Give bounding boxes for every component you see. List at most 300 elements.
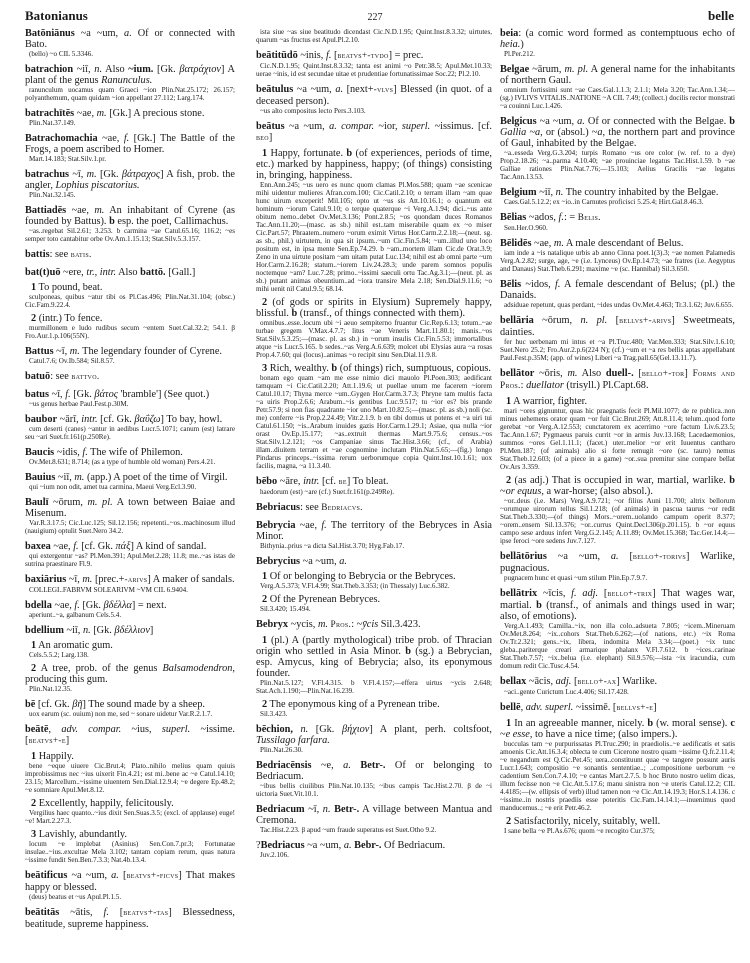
citation: omnibus..esse..locum ubi ~i aeuo sempiterno fruantur Cic.Rep.6.13; totum..~ae turbae gregem V.Max.4.7.7; litus ~ae Veneris Mart.11.80.1; manis..~os Stat.Silv.5.3.25;—(masc. pl. as sb.) in ~orum insulis Cic.Fin.5.53; immortalibus atque ~is Lucr.5.165. b sedes..~as Verg.A.6.639; molcet ubi Elysias aura ~a rosas Prop.4.7.60; qui (locus)..animas ~o recipit sinu Sen.Dial.11.9.8. [256, 319, 492, 359]
citation: Cic.N.D.1.95; Quint.Inst.8.3.32; tanta est animi ~o Petr.38.5; Apul.Met.10.33; uerae ~inis, id est secundae uitae et prudentiae fortunatissimae Soc.22; Pl.2.10. [256, 62, 492, 78]
italic-text: superl. [161, 724, 191, 735]
citation: ~aci..gente Curictum Luc.4.406; Sil.17.428. [504, 688, 629, 696]
headword-bold-text: Bebr-. [354, 840, 382, 851]
text: ] = prec. [388, 50, 424, 61]
italic-text: a. [124, 28, 132, 39]
citation: Mart.14.183; Stat.Silv.1.pr. [29, 155, 106, 163]
headword-bold-text: beātitūdō [256, 50, 298, 61]
text: ~ācis, [526, 676, 556, 687]
italic-text: a. compar. [329, 121, 375, 132]
text: [prec.+ [92, 574, 125, 585]
citation: Bithynia..prius ~a dicta Sal.Hist.3.70; Hyg.Fab.17. [260, 542, 405, 550]
text: ~a ~um, [293, 84, 336, 95]
text: The legendary founder of Cyrene. [79, 346, 222, 357]
sense-definition [256, 148, 492, 181]
headword-bold-text: beātus [256, 121, 285, 132]
dictionary-entry [500, 551, 735, 574]
running-head-last-word: belle [708, 8, 734, 23]
sense-definition [25, 798, 235, 809]
headword-bold-text: 2 [31, 313, 37, 324]
dictionary-entry [25, 267, 235, 278]
text: ~ī, [304, 804, 323, 815]
headword-bold-text: Bedriacus [260, 840, 305, 851]
text: (of experiences, periods of time, etc.) marked by happiness, happy; (of things) consisting in, bringing, happiness. [256, 148, 492, 181]
dictionary-entry [256, 121, 492, 144]
dictionary-column-3 [500, 28, 735, 835]
headword-bold-text: bdella [25, 600, 52, 611]
citation: ~us alto compositus lecto Pers.3.103. [260, 107, 366, 115]
citation: (deus) beatus et ~us Apul.Pl.1.5. [29, 893, 122, 901]
dictionary-entry [256, 84, 492, 107]
dictionary-entry [500, 212, 735, 224]
citation: iam inde a ~is natalique urbis ab anno Cinna poet.1(3).3; ~ae nomen Palamedis Verg.A.2.82; surge, age, ~e (i.e. Lynceus) Ov.Ep.14.73; ~ae fratres (i.e. Aegyptus and Danaus) Stat.Theb.6.291; maxime ~e (sc. Hannibal) Sil.3.650. [500, 249, 735, 273]
citation: ~ibus bellis ciuilibus Plin.Nat.10.135; ~ibus campis Tac.Hist.2.70. β de ~i uictoria Suet.Vit.10.1. [256, 782, 492, 798]
headword-bold-text: 1 [262, 148, 268, 159]
citation: qui ~ium non odit, amet tua carmina, Maeui Verg.Ecl.3.90. [29, 483, 197, 491]
dictionary-entry [25, 169, 235, 191]
text: A tree, prob. of the genus [36, 663, 163, 674]
italic-text: m. [94, 205, 105, 216]
headword-bold-text: b [729, 116, 735, 127]
text: [cf. Gk. [78, 541, 116, 552]
headword-bold-text: bellātrix [500, 588, 538, 599]
dictionary-entry [500, 588, 735, 622]
text: ~ārum, [529, 64, 565, 75]
italic-text: m. [69, 346, 80, 357]
dictionary-entry [25, 497, 235, 519]
page-number: 227 [367, 12, 383, 23]
text: Sil.3.423. [378, 619, 421, 630]
citation: ~or..deus (i.e. Mars) Verg.A.9.721; ~or filius Auni 11.700; altrix bellorum ~orumque uirorum tellus Sil.1.218; (of animals) in pascua taurus ~or redit Stat.Theb.3.330;—(of things) Mors..~orem..uolando campum operit 8.377; ~orem..ensem Sil.13.376; ~or..currus Quint.Decl.306(p.201.15). b ~or equus campo sese arduus infert Verg.G.2.145; A.11.89; Ov.Met.15.368; Tac.Ger.14.4;—ipse feroci ~ore sedens Juv.7.127. [500, 497, 735, 545]
citation: Pl.Per.212. [504, 50, 535, 58]
text: The wife of Philemon. [87, 447, 183, 458]
headword-bold-text: Bebrycius [256, 556, 301, 567]
text: ] Warlike. [616, 676, 658, 687]
italic-text: adj. [555, 676, 572, 687]
text: (sg.) a Bebrycian, esp. Amycus, king of Bebrycia; also, its eponymous founder. [256, 646, 492, 679]
text: [Gk. [79, 600, 104, 611]
headword-bold-text: bellāria [500, 315, 534, 326]
sense-definition [25, 663, 235, 685]
citation: Verg.A.5.373; V.Fl.4.99; Stat.Theb.3.353; (in Thessaly) Luc.6.382. [260, 582, 450, 590]
text: ~ae, [51, 600, 75, 611]
headword-bold-text: Belgae [500, 64, 530, 75]
dictionary-column-1 [25, 28, 235, 930]
headword-bold-text: batrachītēs [25, 108, 75, 119]
dictionary-entry [256, 556, 492, 567]
headword-bold-text: beātificus [25, 870, 68, 881]
text [351, 760, 360, 771]
citation: bene ~eque uiuere Cic.Brut.4; Plato..nihilo melius quam quiuis improbissimus nec ~ius uixerit Fin.4.21; est mi..bene ac ~e Catul.14.10; 23.15; Marcellum..~issime uiuentem Sen.Dial.12.9.4; ~e degere Ep.48.2; ~e somniare Apul.Met.8.12. [25, 762, 235, 794]
text: : = [563, 212, 578, 223]
text: ~īcis, [537, 588, 572, 599]
headword-bold-text: battō. [140, 267, 166, 278]
dictionary-entry [25, 133, 235, 155]
citation: Plin.Nat.5.127; V.Fl.4.315. b V.Fl.4.157;—effera uirtus ~ycis 2.648; Stat.Ach.1.190;—Plin.Nat.16.239. [256, 679, 492, 695]
dictionary-entry [25, 414, 235, 425]
dictionary-entry [25, 574, 235, 586]
headword-bold-text: 1 [31, 282, 37, 293]
text: ] [268, 132, 273, 143]
headword-bold-text: Belgicus [500, 116, 537, 127]
text: ] [653, 702, 657, 713]
text: ] To bleat. [346, 476, 389, 487]
text: (trisyll.) Pl.Capt.68. [563, 380, 649, 391]
text: ~a ~um, [536, 116, 578, 127]
text: ] A kind of sandal. [130, 541, 207, 552]
italic-text: Tussilago farfara. [256, 735, 330, 746]
dictionary-entry [256, 619, 492, 631]
text: ~iī, [55, 472, 75, 483]
text: Satisfactorily, nicely, suitably, well. [511, 816, 661, 827]
headword-bold-text: Baucis [25, 447, 55, 458]
text: [ [331, 50, 338, 61]
headword-bold-text: bellātōrius [500, 551, 547, 562]
italic-text: f. [65, 389, 71, 400]
citation: (bello) ~o CIL 5.3346. [29, 50, 94, 58]
italic-text: f. [103, 907, 109, 918]
headword-bold-text: b [109, 216, 115, 227]
citation: uox earum (sc. ouium) non me, sed ~ sonare uidetur Var.R.2.1.7. [29, 710, 213, 718]
dictionary-entry [25, 108, 235, 119]
text: esp. the poet, Callimachus. [114, 216, 229, 227]
dictionary-entry [500, 64, 735, 86]
text: Of or connected with Bato. [25, 28, 235, 50]
text: Of or belonging to Bedriacum. [256, 760, 492, 782]
small-caps-text: batis. [70, 250, 92, 260]
italic-text: βῆ [72, 699, 83, 710]
text: In an agreeable manner, nicely. [511, 718, 648, 729]
text: [cf. Gk. [97, 414, 135, 425]
headword-bold-text: 1 [31, 640, 37, 651]
citation: ista siue ~as siue beatitudo dicendast Cic.N.D.1.95; Quint.Inst.8.3.32; uirtutes, quarum ~as fructus est Apul.Pl.2.10. [256, 28, 492, 44]
dictionary-entry [25, 205, 235, 227]
italic-text: superl. [401, 121, 431, 132]
italic-text: duellator [526, 380, 564, 391]
text: , a war-horse; (also absol.). [541, 486, 653, 497]
headword-bold-text: ~ium. [128, 64, 154, 75]
citation: Vergilius haec quanto..~ius dixit Sen.Suas.3.5; (excl. of applause) euge! ~e! Mart.2.27.3. [25, 809, 235, 825]
text: An aromatic gum. [36, 640, 113, 651]
text: ~ātis, [59, 907, 104, 918]
text: ~iī, [536, 187, 556, 198]
headword-bold-text: b [405, 646, 411, 657]
text: ~ī, [69, 169, 87, 180]
italic-text: f. [321, 520, 327, 531]
citation: sculponeas, quibus ~atur tibi os Pl.Cas.496; Plin.Nat.31.104; (obsc.) Cic.Fam.9.22.4. [25, 293, 235, 309]
citation: Catul.7.6; Ov.Ib.584; Sil.8.57. [29, 357, 115, 365]
text: ] A maker of sandals. [147, 574, 235, 585]
citation: Plin.Nat.26.30. [260, 746, 303, 754]
text: 'bramble'] (See quot.) [117, 389, 210, 400]
dictionary-entry [500, 187, 735, 198]
headword-bold-text: 2 [262, 297, 268, 308]
italic-text: m. [553, 238, 564, 249]
text: ~ius, [121, 724, 162, 735]
text: ~idos, [521, 279, 555, 290]
italic-text: n. [322, 804, 331, 815]
text: : [520, 380, 527, 391]
dictionary-entry [500, 238, 735, 249]
text: [Gk. [308, 724, 342, 735]
citation: Ov.Met.8.631; 8.714; (as a type of humble old woman) Pers.4.21. [29, 458, 216, 466]
small-caps-text: beatvs+-tvdo [337, 51, 389, 61]
headword-bold-text: 3 [31, 829, 37, 840]
dictionary-entry [25, 907, 235, 930]
small-caps-text: beatvs+-e [28, 736, 66, 746]
dictionary-entry [256, 502, 492, 514]
sense-definition [500, 475, 735, 497]
headword-bold-text: Bedriacēnsis [256, 760, 312, 771]
small-caps-text: beatvs+-tas [123, 908, 169, 918]
dictionary-entry [500, 702, 735, 714]
dictionary-entry [25, 724, 235, 747]
dictionary-entry [500, 116, 735, 149]
text: An inhabitant of Cyrene (as founded by Battus). [25, 205, 235, 227]
italic-text: f. [73, 541, 79, 552]
text: ] A fish, prob. the angler, [25, 169, 235, 191]
dictionary-entry [256, 50, 492, 62]
citation: Tac.Hist.2.23. β apud ~um fraude superatus est Suet.Otho 9.2. [260, 826, 437, 834]
small-caps-text: battvo. [71, 372, 100, 382]
italic-text: m. pl. [87, 497, 113, 508]
italic-text: Lophius piscatorius. [55, 180, 140, 191]
small-caps-text: Bedriacvs. [321, 503, 363, 513]
headword-bold-text: Betr-. [334, 804, 360, 815]
text: (of gods or spirits in Elysium) Supremely happy, blissful. [256, 297, 492, 319]
text: ~e, [311, 760, 344, 771]
italic-text: βάτος [94, 389, 118, 400]
text: ] Blessedness, beatitude, supreme happiness. [25, 907, 236, 930]
italic-text: a. [577, 116, 585, 127]
italic-text: f. [123, 133, 130, 144]
small-caps-text: bellvs+-arivs [619, 316, 672, 326]
italic-text: n. [555, 187, 564, 198]
text: ~issimē. [ [573, 702, 617, 713]
text: [Gk.] A precious stone. [106, 108, 205, 119]
dictionary-entry [256, 840, 492, 851]
italic-text: Gallia ~a [500, 127, 541, 138]
headword-bold-text: 2 [31, 798, 37, 809]
sense-definition [256, 363, 492, 374]
text: Of Bedriacum. [381, 840, 446, 851]
headword-bold-text: 1 [506, 718, 512, 729]
text: The eponymous king of a Pyrenean tribe. [267, 699, 440, 710]
text: [Gall.] [165, 267, 196, 278]
text: , or (absol.) ~ [540, 127, 598, 138]
headword-bold-text: batrachus [25, 169, 70, 180]
dictionary-entry [500, 279, 735, 301]
text: ) [520, 39, 524, 50]
text: [next+ [343, 84, 374, 95]
headword-bold-text: baubor [25, 414, 58, 425]
text: ~ae, [295, 520, 322, 531]
headword-bold-text: b [647, 718, 654, 729]
text: ~iī, [73, 64, 95, 75]
italic-text: m. [82, 574, 93, 585]
italic-text: f. [325, 50, 332, 61]
sense-definition [500, 396, 735, 407]
text: ~ī, [53, 346, 70, 357]
headword-bold-text: bēchion, [256, 724, 293, 735]
dictionary-entry [500, 315, 735, 338]
italic-text: a. [610, 551, 619, 562]
sense-definition [25, 640, 235, 651]
dictionary-entry [256, 804, 492, 826]
headword-bold-text: c [730, 718, 735, 729]
dictionary-entry [25, 472, 235, 483]
citation: cum deserti (canes) ~antur in aedibus Lucr.5.1071; canum (est) latrare seu ~ari Suet.fr.161(p.250Re). [25, 425, 235, 441]
headword-bold-text: batuō [25, 371, 51, 382]
headword-bold-text: beia [500, 28, 519, 39]
text: , to have a nice time; (also impers.). [529, 729, 678, 740]
italic-text: f. [74, 600, 80, 611]
headword-bold-text: Baulī [25, 497, 49, 508]
text: : (a comic word formed as contemptuous echo of [518, 28, 735, 39]
headword-bold-text: bat(t)uō [25, 267, 61, 278]
headword-bold-text: Battiadēs [25, 205, 67, 216]
text: ~ere, [60, 267, 87, 278]
citation: Var.R.3.17.5; Cic.Luc.125; Sil.12.156; repetenti..~os..machinosum illud (nauigium) optulit Suet.Nero 34.2. [25, 519, 235, 535]
italic-text: a [597, 127, 603, 138]
headword-bold-text: duell-. [605, 368, 634, 379]
citation: I sane bella ~e Pl.As.676; quom ~e recogito Cur.375; [504, 827, 655, 835]
text: : see [49, 249, 71, 260]
text: ~a ~um, [304, 840, 344, 851]
citation: ~as..regebat Sil.2.61; 3.253. b carmina ~ae Catul.65.16; 116.2; ~es semper toto cantabitur orbe Ov.Am.1.15.13; Stat.Silv.5.3.157. [25, 227, 235, 243]
text: ~a ~um, [67, 870, 112, 881]
text: [Gk. [90, 625, 115, 636]
text: : see [50, 371, 72, 382]
citation: Juv.2.106. [260, 851, 289, 859]
headword-bold-text: 2 [506, 816, 512, 827]
text: ~issimus. [cf. [430, 121, 492, 132]
citation: ranunculum uocamus quam Graeci ~ion Plin.Nat.25.172; 26.157; polyanthemum, quam quidam ~ion appellant 27.112; Larg.174. [25, 86, 235, 102]
dictionary-entry [25, 346, 235, 357]
headword-bold-text: battis [25, 249, 50, 260]
text: ~ōrum, [533, 315, 581, 326]
sense-definition [25, 313, 235, 324]
text: [cf. Gk. [35, 699, 73, 710]
text: Rich, wealthy. [267, 363, 332, 374]
dictionary-entry [25, 870, 235, 893]
italic-text: n. [82, 625, 91, 636]
italic-text: m. [317, 619, 328, 630]
text: ] That wages war, martial. [500, 588, 735, 611]
headword-bold-text: b [291, 308, 298, 319]
headword-bold-text: Bēlis [500, 279, 522, 290]
small-caps-text: beatvs+-ficvs [126, 871, 179, 881]
text: ] [65, 735, 70, 746]
text: : see [300, 502, 322, 513]
text: Happily. [36, 751, 74, 762]
headword-bold-text: baxiārius [25, 574, 67, 585]
text: ~inis, [297, 50, 326, 61]
citation: ~us genus herbae Paul.Fest.p.30M. [29, 400, 129, 408]
text: Lavishly, abundantly. [36, 829, 127, 840]
headword-bold-text: 1 [262, 571, 268, 582]
headword-bold-text: b [729, 475, 735, 486]
text: ~ior, [374, 121, 402, 132]
text: Happy, fortunate. [267, 148, 347, 159]
small-caps-text: be [338, 477, 347, 487]
text: To pound, beat. [36, 282, 103, 293]
italic-text: n. pl. [580, 315, 608, 326]
small-caps-text: -vlvs [373, 85, 394, 95]
text: ~ados, [526, 212, 559, 223]
dictionary-entry [25, 541, 235, 552]
text: ] A plant, perh. coltsfoot, [369, 724, 492, 735]
text: ? [256, 840, 261, 851]
dictionary-entry [500, 28, 735, 50]
italic-text: e esse [505, 729, 530, 740]
running-head-first-word: Batonianus [25, 8, 88, 23]
text: Also [577, 368, 606, 379]
dictionary-entry [500, 368, 735, 392]
italic-text: f. adj. [571, 588, 599, 599]
text: , the northern part and province of Gaul, inhabited by the Belgae. [500, 127, 736, 149]
text: ~issime. [ [25, 724, 235, 746]
headword-bold-text: 2 [31, 663, 37, 674]
italic-text: f. [554, 279, 561, 290]
text: (w. moral sense). [653, 718, 731, 729]
citation: Caes.Gal.5.12.2; ex ~io..in Carnutes proficisci 5.25.4; Hirt.Gal.8.46.3. [504, 198, 704, 206]
text: ] The sound made by a sheep. [82, 699, 205, 710]
sense-definition [256, 699, 492, 710]
dictionary-entry [25, 625, 235, 636]
text: ] That makes happy or blessed. [25, 870, 235, 893]
text: [ [618, 551, 633, 562]
italic-text: βατράχιον [179, 64, 222, 75]
citation: Sen.Her.O.960. [504, 224, 548, 232]
citation: pugnacem hunc et quasi ~um stilum Plin.Ep.7.9.7. [504, 574, 648, 582]
text: [ [118, 870, 127, 881]
citation: Enn.Ann.245; ~us uero es nunc quom clamas Pl.Mos.588; quam ~ae scenicae mihi uidentur mulieres Afran.com.100; Cic.Catil.2.10; o terram illam ~am quae hunc uirum exceperit! Mil.105; opto ut ~us sis Att.10.16.1; o quantum est hominum ~iorum Catul.9.10; o terque quaterque ~i Verg.A.1.94; dici..~us ante obitum nemo..debet Ov.Met.3.136; Pont.2.8.5; ~os quondam duces Romanos Tac.Ann.11.20;—(masc. as sb.) nihil est..tam miserabile quam ex ~o miser Cic.Part.57; Phraatem..numero ~orum eximit Virtus Hor.Carm.2.2.18;—(neut. sg. as sb., phil.) uirtutem, in qua sit ipsum..~um Cic.Fin.5.84; ~um..illud uno loco positum est, in ipsa mente Sen.Ep.74.29. b ~am..mortem illam Cic.de Orat.3.9; Zeno in una uirtute positam ~am uitam putat Luc.134; nihil est ab omni parte ~um Hor.Carm.2.16.28; statum..~iorem Liv.24.28.3; unde parem somnos populis noctemque ~am? Luc.7.28; primo..~issimi saeculi ortu Tac.Ag.3.1;—(neut. pl. as sb.) putant animas obeuntium..ad ~iora transire Mela 2.18; Sen.Dial.9.11.6; ~o mihi uenit nil Catul.9.5; 68.14. [256, 181, 492, 293]
dictionary-entry [25, 389, 235, 400]
text: , [520, 702, 526, 713]
headword-bold-text: 2 [506, 475, 512, 486]
italic-text: tr., intr. [86, 267, 117, 278]
citation: Sil.3.423. [260, 710, 288, 718]
headword-bold-text: bellax [500, 676, 527, 687]
text: ~ī, [49, 389, 66, 400]
citation: bucculas tam ~e purpurissatas Pl.Truc.290; in praediolis..~e aedificatis et satis amoenis Cic.Att.16.3.4; oblecta te cum Cicerone nostro quam ~issime Q.fr.2.11.4; ~e negandum est Q.Cic.Pet.45; uera..constituunt quae ~e tangere possunt auris Lucr.1.643; compositio ~e sonantis sententiae..; ..compositione uerborum ~e cadentium Sen.Con.7.4.10; ~e cantas Mart.2.7.5. b hoc Bruto nostro uelim dicas, illum fecisse non ~e Cic.Att.5.17.6; manu sinistra non ~e uteris Catul.12.2; CIL 4.4185;—(w. ellipsis of verb) illud tamen non ~e Cic.Att.14.19.3; Hor.S.1.4.136. c ~issime..in nostris praediis esse poteritis Cic.Fam.14.14.1;—inuenimus quod manducemus..; ~e erit Petr.46.2. [500, 740, 735, 812]
italic-text: βήχιον [341, 724, 370, 735]
dictionary-column-2 [256, 28, 492, 859]
citation: mari ~ores gignuntur, quas hic praegnatis fecit Pl.Mil.1077; de re publica..non minus uehemens orator quam ~or fuit Cic.Brut.269; Att.8.11.4; telum..quod forte gerebat ~or Verg.A.12.553; cunctatorem ex acerrimo ~ore factum Liv.6.23.5; Tac.Ann.1.67; Pygmaeus paruis currit ~or in armis Juv.13.168; Lacedaemonios, summos ~ores Gel.1.11.1; (facet.) uter..melior ~or erit Iuuentus cantharo Pl.Men.187; (of animals) alio si forte remugit ~ore (sc. tauro) nemus Stat.Theb.12.603; (of a piece in a game) ~or..sua premitur sine compare bellat Ov.Ars 3.359. [500, 407, 735, 471]
small-caps-text: Pros. [330, 620, 352, 630]
citation: fer huc uerbenam mi intus et ~a Pl.Truc.480; Var.Men.333; Stat.Silv.1.6.10; Suet.Nero 25.2; Fro.Aur.2.p.6(224 N); (cf.) ~um et ~a res bellis aptas appellabant Paul.Fest.p.35M; (app. of wines) Liberi ~a Trag.pall.65(Gel.13.11.7). [500, 338, 735, 362]
dictionary-entry [25, 447, 235, 458]
text: [Gk. [96, 169, 122, 180]
sense-definition [256, 594, 492, 605]
headword-bold-text: bellē [500, 702, 521, 713]
headword-bold-text: Bebrycia [256, 520, 296, 531]
text: ~a ~um, [546, 551, 611, 562]
dictionary-entry [25, 371, 235, 383]
text: [ [607, 315, 620, 326]
headword-bold-text: Bebryx [256, 619, 289, 630]
text: [ [108, 907, 124, 918]
italic-text: m. [86, 169, 97, 180]
text: , [48, 724, 62, 735]
text: [Gk.] The Battle of the Frogs, a poem ascribed to Homer. [25, 133, 235, 155]
headword-bold-text: b [346, 148, 353, 159]
small-caps-text: bellvs+-e [616, 703, 654, 713]
italic-text: m. [74, 472, 85, 483]
text: ~a ~um, [300, 556, 340, 567]
text: Of or connected with the Belgae. [584, 116, 730, 127]
